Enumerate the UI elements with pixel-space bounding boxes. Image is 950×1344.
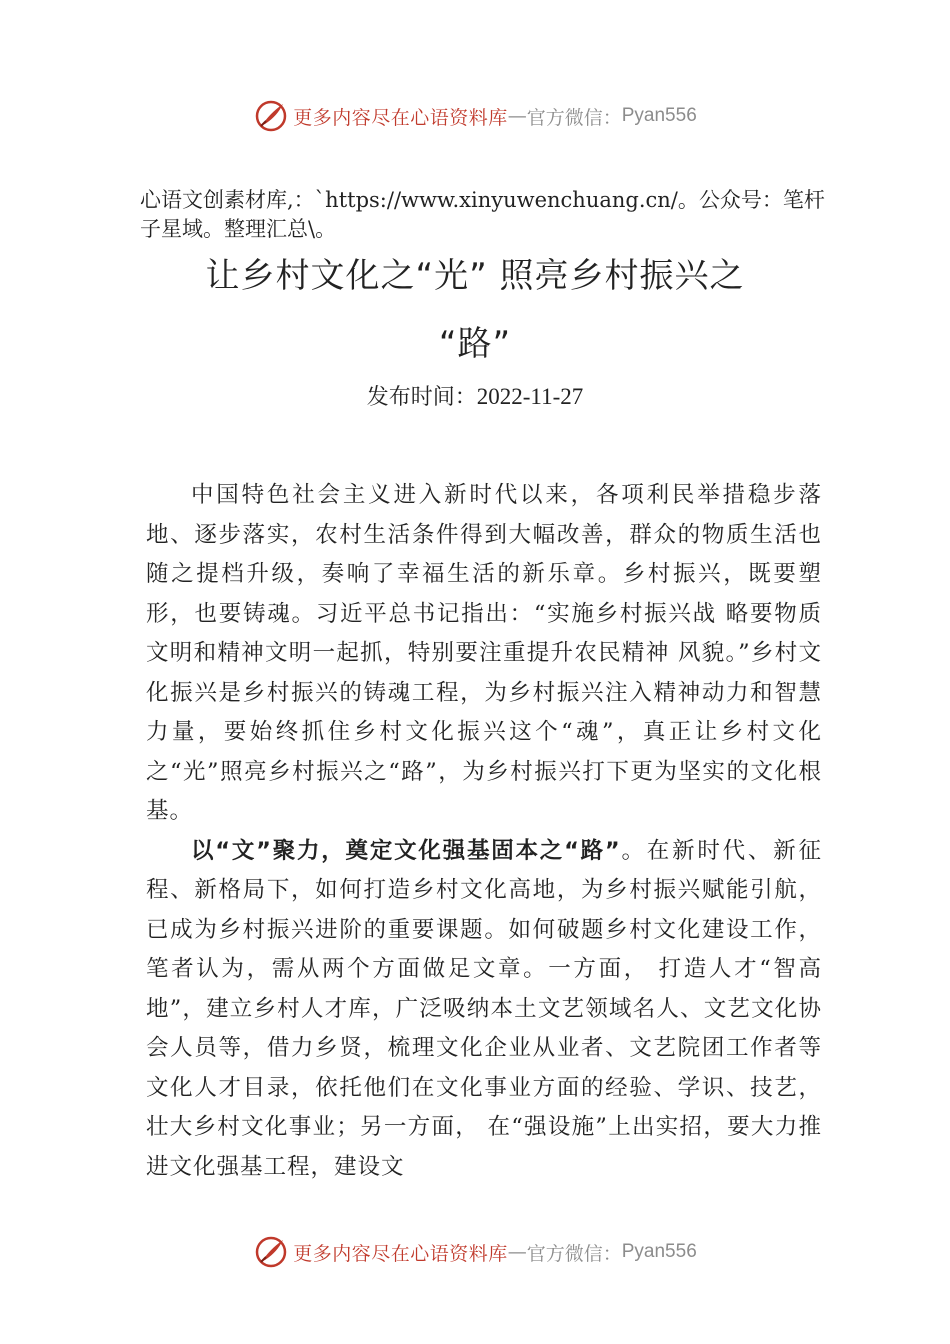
publish-date bbox=[140, 380, 810, 411]
article-title-line-1: 让乡村文化之“光” 照亮乡村振兴之 bbox=[205, 256, 745, 296]
watermark-wechat-label: 官方微信： bbox=[526, 1242, 622, 1265]
quill-pen-logo-icon bbox=[253, 1234, 289, 1270]
watermark-wechat-id: Pyan556 bbox=[621, 1241, 697, 1262]
paragraph-2 bbox=[146, 832, 822, 1188]
publish-date-label: 发布时间： bbox=[366, 385, 477, 410]
quill-pen-logo-icon bbox=[253, 98, 289, 134]
watermark-separator: — bbox=[507, 105, 527, 127]
watermark-separator: — bbox=[507, 1241, 527, 1263]
watermark-wechat-label: 官方微信： bbox=[526, 106, 622, 129]
paragraph-1: 中国特色社会主义进入新时代以来，各项利民举措稳步落地、逐步落实，农村生活条件得到大幅改善，群众的物质生活也随之提档升级，奏响了幸福生活的新乐章。乡村振兴，既要塑形，也要铸魂。习近平总书记指出：“实施乡村振兴战 略要物质文明和精神文明一起抓，特别要注重提升农民精神 风貌。”乡村文化振兴是乡村振兴的铸魂工程，为乡村振兴注入精神动力和智慧力量，要始终抓住乡村文化振兴这个“魂”，真正让乡村文化之“光”照亮乡村振兴之“路”，为乡村振兴打下更为坚实的文化根基。 bbox=[146, 482, 822, 824]
header-watermark bbox=[0, 96, 950, 136]
article-title-line-2: “路” bbox=[438, 324, 512, 364]
paragraph-2-text: 。在新时代、新征程、新格局下，如何打造乡村文化高地，为乡村振兴赋能引航，已成为乡村振兴进阶的重要课题。如何破题乡村文化建设工作，笔者认为，需从两个方面做足文章。一方面， 打造人才“智高地”，建立乡村人才库，广泛吸纳本土文艺领域名人、文艺文化协会人员等，借力乡贤，梳理文化企业从业者、文艺院团工作者等文化人才目录，依托他们在文化事业方面的经验、学识、技艺，壮大乡村文化事业；另一方面， 在“强设施”上出实招，要大力推进文化强基工程，建设文 bbox=[146, 837, 822, 1180]
paragraph-2-lead: 以“文”聚力，奠定文化强基固本之“路” bbox=[191, 837, 620, 864]
watermark-brand: 更多内容尽在心语资料库 bbox=[293, 106, 508, 129]
watermark-wechat-id: Pyan556 bbox=[621, 105, 697, 126]
article-body bbox=[146, 476, 822, 1187]
source-note: 心语文创素材库,：`https://www.xinyuwenchuang.cn/。公众号：笔杆子星域。整理汇总\。 bbox=[140, 188, 825, 241]
publish-date-value: 2022-11-27 bbox=[476, 384, 584, 409]
watermark-brand: 更多内容尽在心语资料库 bbox=[293, 1242, 508, 1265]
footer-watermark bbox=[0, 1232, 950, 1272]
